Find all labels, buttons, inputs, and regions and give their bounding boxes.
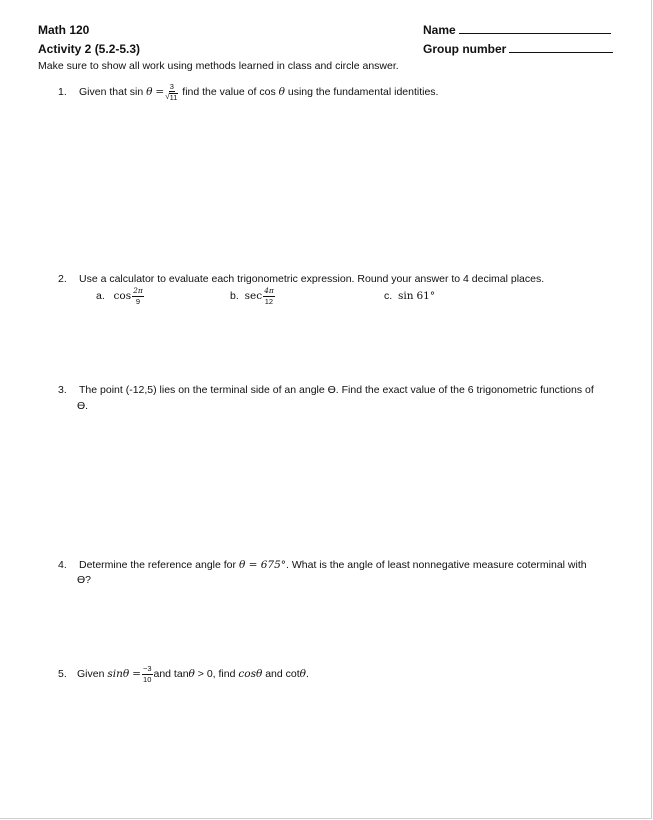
q2-part-b (230, 285, 276, 307)
q2-a-func: cos (113, 290, 132, 302)
q2-c-arg: 61° (416, 290, 436, 302)
q2-part-c (384, 290, 435, 302)
q5-eq: = (132, 668, 141, 680)
q1-prefix: Given that sin (79, 86, 144, 98)
q5-period: . (306, 668, 309, 680)
q4-expr: θ = 675° (238, 559, 287, 571)
q1-fraction (165, 83, 178, 102)
group-label: Group number (423, 42, 507, 56)
q2-a-num: 2π (133, 286, 143, 295)
name-blank[interactable] (459, 23, 611, 34)
q2-a-den: 9 (135, 296, 141, 306)
question-2-number: 2. (58, 273, 67, 285)
q5-theta: θ (188, 668, 195, 680)
q2-b-den: 12 (264, 296, 274, 306)
q1-num: 3 (169, 81, 174, 91)
q2-b-num: 4π (264, 286, 274, 295)
q1-theta-2: θ (278, 86, 285, 98)
q1-middle: find the value of cos (182, 86, 276, 98)
question-3-text-cont: ϴ. (77, 400, 89, 412)
q5-num: −3 (142, 664, 152, 673)
q5-mid: and tan (153, 668, 189, 680)
q1-theta: θ (146, 86, 153, 98)
q5-den: 10 (143, 674, 152, 684)
q5-ineq: > 0, find (197, 668, 236, 680)
instructions: Make sure to show all work using methods learned in class and circle answer. (38, 60, 399, 72)
question-2-text: Use a calculator to evaluate each trigonometric expression. Round your answer to 4 decimal places. (79, 273, 545, 285)
q5-theta-2: θ (299, 668, 306, 680)
question-1-text (79, 80, 438, 104)
q2-a-label: a. (96, 290, 105, 302)
q2-a-fraction (132, 287, 144, 305)
q2-c-func: sin (398, 290, 414, 302)
course-title: Math 120 (38, 23, 90, 37)
name-label: Name (423, 23, 456, 37)
question-1-number: 1. (58, 86, 67, 98)
question-4-text (79, 559, 587, 571)
name-field[interactable] (423, 23, 611, 37)
q1-eq: = (155, 86, 165, 98)
group-blank[interactable] (509, 42, 613, 53)
q2-part-a (96, 285, 145, 307)
q2-b-label: b. (230, 290, 239, 302)
q5-fraction (142, 665, 153, 683)
q1-suffix: using the fundamental identities. (287, 86, 439, 98)
q1-den (165, 92, 178, 102)
q5-and: and cot (265, 668, 300, 680)
q5-cos: cosθ (238, 668, 263, 680)
q4-suffix: . What is the angle of least nonnegative measure coterminal with (286, 559, 587, 571)
q2-c-label: c. (384, 290, 393, 302)
question-5-number: 5. (58, 668, 67, 680)
question-4-text-cont: ϴ? (77, 574, 92, 586)
question-5-text (77, 662, 309, 686)
q4-prefix: Determine the reference angle for (79, 559, 237, 571)
activity-title: Activity 2 (5.2-5.3) (38, 42, 141, 56)
question-4-number: 4. (58, 559, 67, 571)
q5-sin: sinθ (107, 668, 130, 680)
q5-prefix: Given (77, 668, 105, 680)
q1-den-value: 11 (169, 93, 178, 102)
group-field[interactable] (423, 42, 613, 56)
question-3-number: 3. (58, 384, 67, 396)
q2-b-fraction (263, 287, 275, 305)
question-3-text: The point (-12,5) lies on the terminal side of an angle ϴ. Find the exact value of the 6 trigonometric functions of (79, 384, 594, 396)
q2-b-func: sec (244, 290, 263, 302)
sqrt-icon: √ (165, 92, 170, 101)
